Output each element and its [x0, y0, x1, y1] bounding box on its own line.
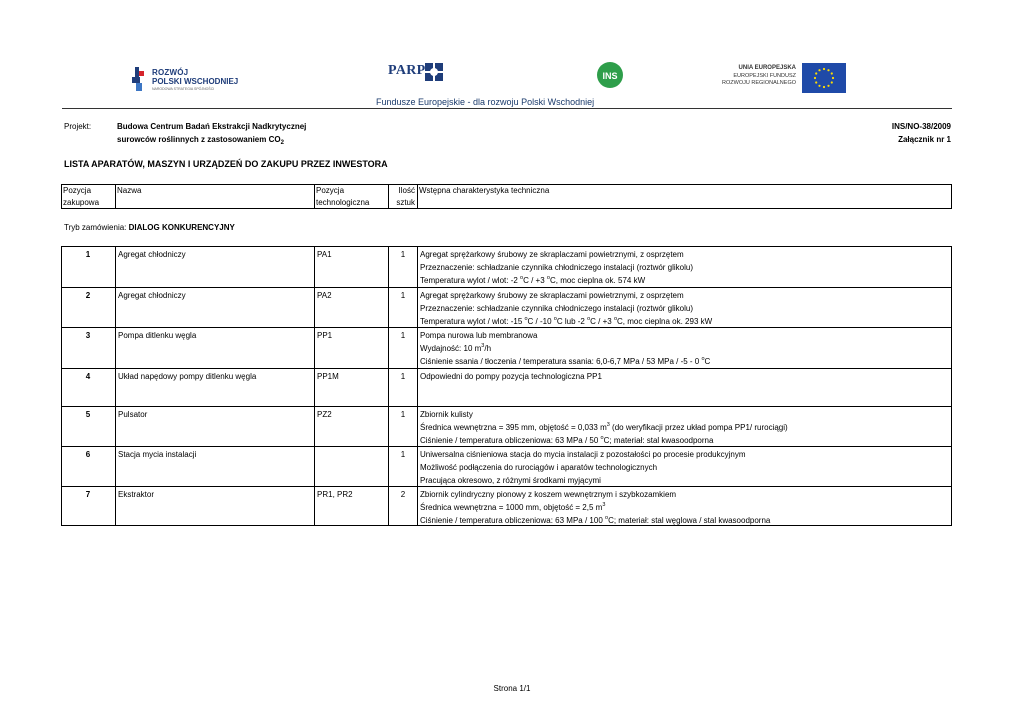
order-mode: Tryb zamówienia: DIALOG KONKURENCYJNY	[64, 223, 235, 232]
column-header-table	[61, 184, 952, 209]
project-title-line1: Budowa Centrum Badań Ekstrakcji Nadkrytycznej	[117, 122, 307, 131]
row-number: 7	[85, 490, 91, 499]
co2-subscript: 2	[280, 140, 284, 146]
quantity: 2	[400, 490, 406, 499]
header-col-quantity: Ilość sztuk	[396, 186, 415, 207]
rozwoj-polski-wschodniej-logo	[132, 67, 242, 93]
page-number: Strona 1/1	[493, 684, 531, 693]
eu-star	[831, 72, 833, 74]
row-number: 3	[85, 331, 91, 340]
rpw-line3: NARODOWA STRATEGIA SPÓJNOŚCI	[152, 87, 215, 91]
eu-line2: EUROPEJSKI FUNDUSZ	[733, 73, 796, 79]
table-row	[62, 368, 951, 407]
description-line: Temperatura wylot / wlot: -15 $^o$C / -10 $^o$C lub -2 $^o$C / +3 $^o$C, moc cieplna ok. 293 kW	[420, 316, 713, 326]
description-line: Ciśnienie / temperatura obliczeniowa: 63 MPa / 100 $^o$C; materiał: stal węglowa / stal kwasoodporna	[420, 515, 771, 525]
row-number: 1	[85, 250, 91, 259]
eu-star	[818, 85, 820, 87]
tech-position: PA1	[317, 250, 332, 259]
eu-star	[815, 72, 817, 74]
project-title-line2: surowców roślinnych z zastosowaniem $CO_2$	[117, 135, 284, 146]
row-number: 2	[85, 291, 91, 300]
parp-mark-icon	[425, 63, 443, 81]
quantity: 1	[400, 291, 406, 300]
rpw-line1: ROZWÓJ	[152, 68, 189, 77]
description-line: Przeznaczenie: schładzanie czynnika chłodniczego instalacji (roztwór glikolu)	[420, 304, 694, 313]
eu-star	[827, 69, 829, 71]
description-line: Pompa nurowa lub membranowa	[420, 331, 538, 340]
equipment-table	[61, 246, 952, 526]
quantity: 1	[400, 372, 406, 381]
quantity: 1	[400, 450, 406, 459]
quantity: 1	[400, 410, 406, 419]
eu-star	[827, 85, 829, 87]
eu-line3: ROZWOJU REGIONALNEGO	[722, 80, 796, 86]
item-name: Stacja mycia instalacji	[118, 450, 197, 459]
description-line: Średnica wewnętrzna = 395 mm, objętość = 0,033 $m^3$ (do weryfikacji przez układ pompa PP1/ rurociągi)	[420, 422, 788, 432]
eu-star	[814, 77, 816, 79]
description-line: Przeznaczenie: schładzanie czynnika chłodniczego instalacji (roztwór glikolu)	[420, 263, 694, 272]
description-line: Uniwersalna ciśnieniowa stacja do mycia instalacji z pozostałości po procesie produkcyjnym	[420, 450, 746, 459]
quantity: 1	[400, 331, 406, 340]
eu-star	[818, 69, 820, 71]
tech-position: PZ2	[317, 410, 332, 419]
header-col-description: Wstępna charakterystyka techniczna	[419, 186, 550, 195]
description-line: Ciśnienie ssania / tłoczenia / temperatura ssania: 6,0-6,7 MPa / 53 MPa / -5 - 0 $^o$C	[420, 356, 711, 366]
project-reference: INS/NO-38/2009	[891, 122, 951, 131]
item-name: Pompa ditlenku węgla	[118, 331, 197, 340]
rpw-flag-icon	[132, 67, 146, 91]
item-name: Agregat chłodniczy	[118, 250, 186, 259]
rpw-line2: POLSKI WSCHODNIEJ	[152, 77, 239, 86]
tech-position: PP1	[317, 331, 333, 340]
tech-position: PR1, PR2	[317, 490, 353, 499]
description-line: Pracująca okresowo, z różnymi środkami myjącymi	[420, 476, 601, 485]
description-line: Odpowiedni do pompy pozycja technologiczna PP1	[420, 372, 602, 381]
parp-text: PARP	[388, 63, 426, 78]
eu-star	[832, 77, 834, 79]
parp-logo	[388, 63, 448, 81]
eu-line1: UNIA EUROPEJSKA	[738, 65, 796, 71]
eu-logo	[720, 63, 846, 93]
ins-logo	[596, 61, 624, 89]
description-line: Możliwość podłączenia do rurociągów i aparatów technologicznych	[420, 463, 658, 472]
description-line: Agregat sprężarkowy śrubowy ze skraplaczami powietrznymi, z osprzętem	[420, 250, 684, 259]
table-row	[62, 446, 951, 487]
header-divider	[62, 108, 952, 109]
description-line: Średnica wewnętrzna = 1000 mm, objętość = 2,5 $m^3$	[420, 502, 606, 512]
row-number: 4	[85, 372, 91, 381]
eu-flag-icon	[802, 63, 846, 93]
table-row	[62, 247, 951, 287]
eu-star	[823, 68, 825, 70]
description-line: Zbiornik cylindryczny pionowy z koszem wewnętrznym i szybkozamkiem	[420, 490, 677, 499]
header-col-tech-position: Pozycja technologiczna	[316, 186, 370, 207]
table-row	[62, 287, 951, 328]
item-name: Układ napędowy pompy ditlenku węgla	[118, 372, 257, 381]
description-line: Temperatura wylot / wlot: -2 $^o$C / +3 $^o$C, moc cieplna ok. 574 kW	[420, 275, 646, 285]
tech-position: PP1M	[317, 372, 339, 381]
header-col-purchase-position: Pozycja zakupowa	[63, 186, 100, 207]
header-col-name: Nazwa	[117, 186, 142, 195]
description-line: Ciśnienie / temperatura obliczeniowa: 63 MPa / 50 $^o$C; materiał: stal kwasoodporna	[420, 435, 714, 445]
eu-star	[831, 81, 833, 83]
eu-star	[815, 81, 817, 83]
table-row	[62, 406, 951, 447]
tech-position: PA2	[317, 291, 332, 300]
item-name: Agregat chłodniczy	[118, 291, 186, 300]
description-line: Agregat sprężarkowy śrubowy ze skraplaczami powietrznymi, z osprzętem	[420, 291, 684, 300]
row-number: 5	[85, 410, 91, 419]
ins-text: INS	[602, 71, 618, 81]
row-number: 6	[85, 450, 91, 459]
item-name: Pulsator	[118, 410, 148, 419]
description-line: Wydajność: 10 $m^3/h$	[420, 343, 492, 353]
table-row	[62, 486, 951, 525]
item-name: Ekstraktor	[118, 490, 155, 499]
project-label: Projekt:	[64, 122, 92, 131]
table-row	[62, 327, 951, 369]
eu-star	[823, 86, 825, 88]
list-title: LISTA APARATÓW, MASZYN I URZĄDZEŃ DO ZAKUPU PRZEZ INWESTORA	[64, 159, 388, 169]
order-mode-value: DIALOG KONKURENCYJNY	[128, 223, 235, 232]
attachment-label: Załącznik nr 1	[898, 135, 951, 144]
quantity: 1	[400, 250, 406, 259]
description-line: Zbiornik kulisty	[420, 410, 473, 419]
